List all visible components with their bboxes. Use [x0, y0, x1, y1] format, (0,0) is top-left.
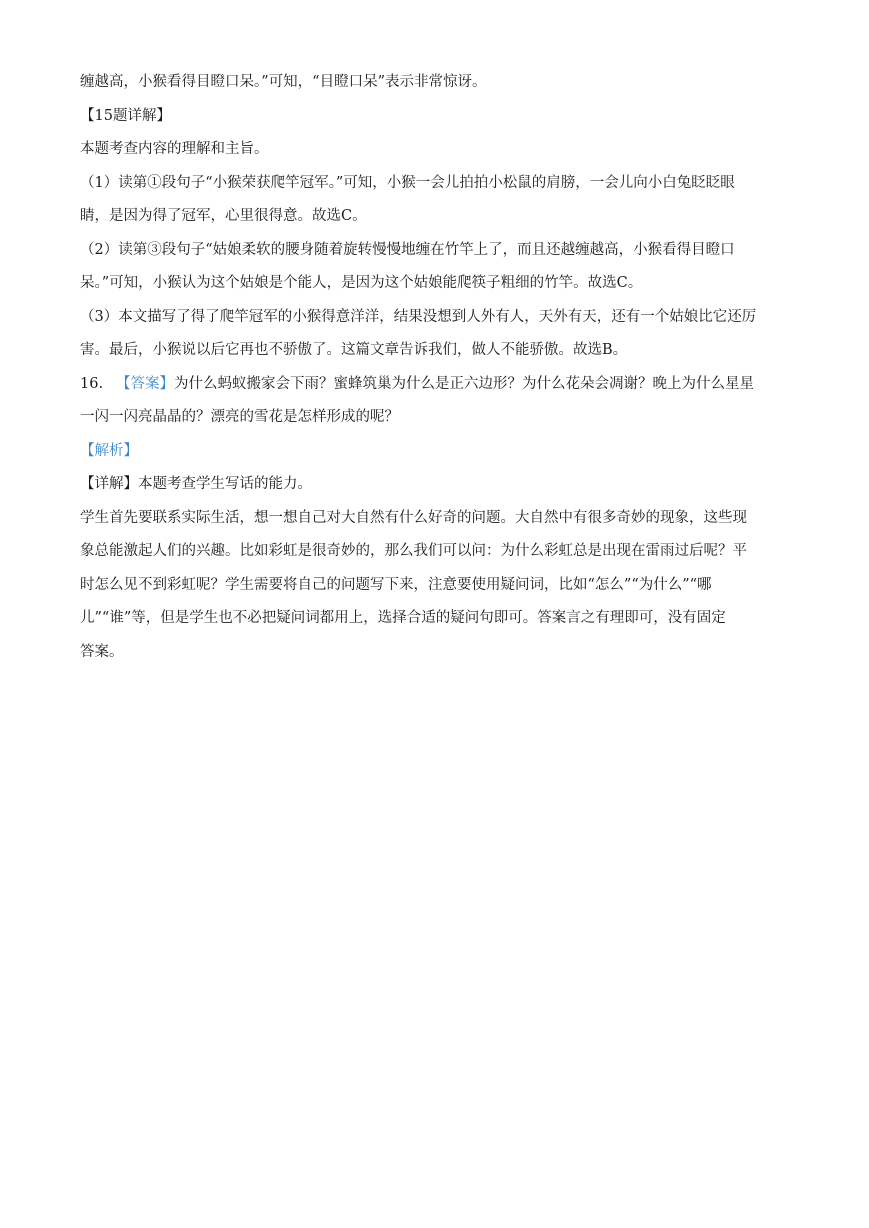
text-line: （1）读第①段句子“小猴荣获爬竿冠军。”可知，小猴一会儿拍拍小松鼠的肩膀，一会儿向小白兔眨眨眼: [80, 174, 735, 191]
text-line: （3）本文描写了得了爬竿冠军的小猴得意洋洋，结果没想到人外有人，天外有天，还有一个姑娘比它还厉: [80, 308, 757, 325]
answer-text: 为什么蚂蚁搬家会下雨？蜜蜂筑巢为什么是正六边形？为什么花朵会凋谢？晚上为什么星星: [174, 375, 754, 392]
text-line: （2）读第③段句子“姑娘柔软的腰身随着旋转慢慢地缠在竹竿上了，而且还越缠越高，小猴看得目瞪口: [80, 241, 735, 258]
text-line: 学生首先要联系实际生活，想一想自己对大自然有什么好奇的问题。大自然中有很多奇妙的现象，这些现: [80, 509, 747, 526]
analysis-label: 【解析】: [80, 442, 138, 459]
text-line: 睛，是因为得了冠军，心里很得意。故选C。: [80, 208, 367, 224]
question-16-answer: [80, 368, 792, 402]
section-heading-q15: 【15题详解】: [80, 107, 171, 124]
text-line: 答案。: [80, 643, 124, 660]
text-line: 儿”“谁”等，但是学生也不必把疑问词都用上，选择合适的疑问句即可。答案言之有理即可，没有固定: [80, 610, 726, 626]
detail-line: 【详解】本题考查学生写话的能力。: [80, 476, 312, 492]
text-line: 本题考查内容的理解和主旨。: [80, 141, 269, 157]
answer-label: 【答案】: [116, 375, 174, 392]
text-line: 时怎么见不到彩虹呢？学生需要将自己的问题写下来，注意要使用疑问词，比如“怎么”“为什么”“哪: [80, 576, 712, 593]
text-line: 害。最后，小猴说以后它再也不骄傲了。这篇文章告诉我们，做人不能骄傲。故选B。: [80, 342, 628, 358]
question-number: 16.: [80, 375, 104, 392]
text-line: 缠越高，小猴看得目瞪口呆。”可知，“目瞪口呆”表示非常惊讶。: [80, 74, 487, 90]
text-line: 象总能激起人们的兴趣。比如彩虹是很奇妙的，那么我们可以问：为什么彩虹总是出现在雷雨过后呢？平: [80, 543, 747, 559]
text-line: 呆。”可知，小猴认为这个姑娘是个能人，是因为这个姑娘能爬筷子粗细的竹竿。故选C。: [80, 275, 643, 291]
document-page: [80, 66, 792, 669]
text-line: 一闪一闪亮晶晶的？漂亮的雪花是怎样形成的呢？: [80, 409, 399, 425]
